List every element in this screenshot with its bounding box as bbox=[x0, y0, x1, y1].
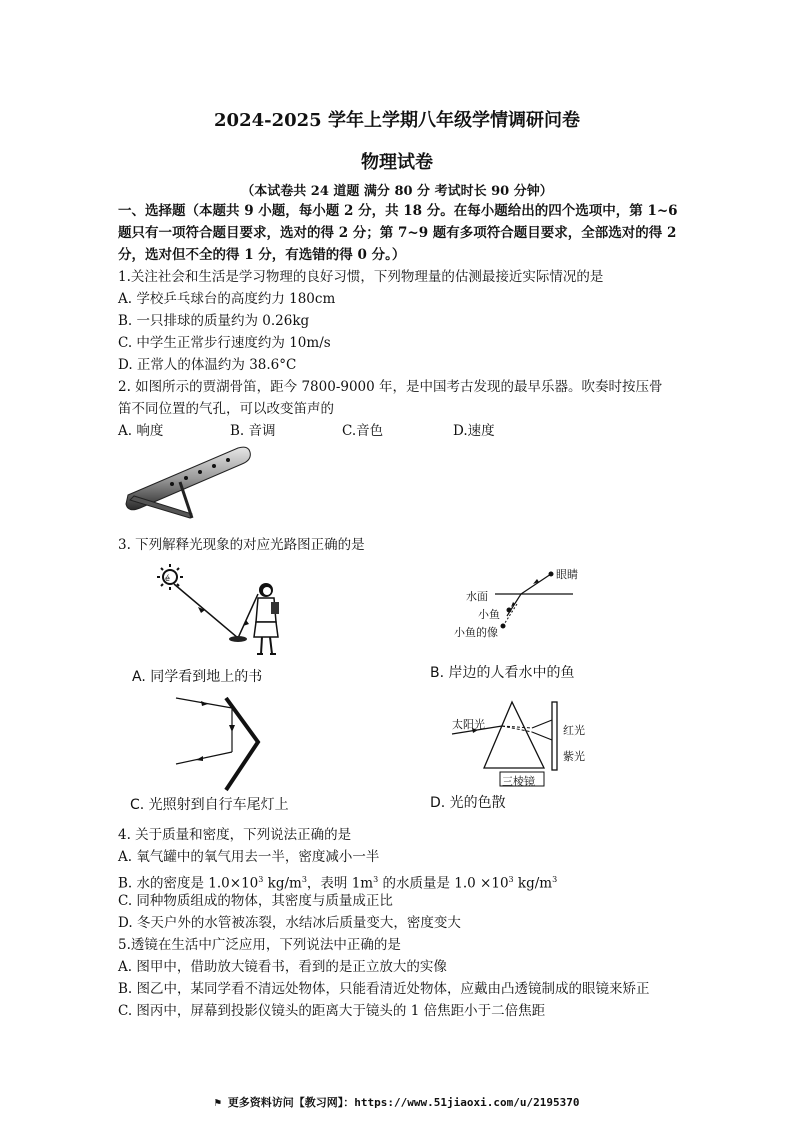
q2-stem-line1: 2. 如图所示的贾湖骨笛，距今 7800-9000 年，是中国考古发现的最早乐器。吹奏时按压骨 bbox=[118, 379, 663, 395]
label-violet-light: 紫光 bbox=[563, 750, 585, 763]
q2-stem-line2: 笛不同位置的气孔，可以改变笛声的 bbox=[118, 401, 334, 417]
q1-stem: 1.关注社会和生活是学习物理的良好习惯，下列物理量的估测最接近实际情况的是 bbox=[118, 269, 604, 285]
svg-text:é: é bbox=[165, 574, 170, 583]
q4-option-a: A. 氧气罐中的氧气用去一半，密度减小一半 bbox=[118, 849, 380, 865]
label-fish: 小鱼 bbox=[478, 608, 500, 621]
q5-stem: 5.透镜在生活中广泛应用，下列说法中正确的是 bbox=[118, 937, 401, 953]
q4-stem: 4. 关于质量和密度，下列说法正确的是 bbox=[118, 827, 352, 843]
q3-stem: 3. 下列解释光现象的对应光路图正确的是 bbox=[118, 537, 365, 553]
q4-b-part: 的水质量是 1.0 ×10 bbox=[378, 875, 509, 892]
flag-icon: ⚑ bbox=[214, 1096, 228, 1109]
footer-link[interactable] bbox=[0, 1094, 794, 1110]
q4-b-sup: 3 bbox=[258, 875, 264, 884]
q4-option-b bbox=[118, 870, 557, 894]
q4-option-d: D. 冬天户外的水管被冻裂，水结冰后质量变大，密度变大 bbox=[118, 915, 461, 931]
q1-option-b: B. 一只排球的质量约为 0.26kg bbox=[118, 313, 310, 329]
q4-b-sup: 3 bbox=[301, 875, 307, 884]
bone-flute-figure bbox=[120, 440, 255, 522]
q2-option-c: C.音色 bbox=[342, 423, 384, 439]
q4-b-part: kg/m bbox=[513, 875, 553, 892]
footer-text: 更多资料访问【教习网】：https://www.51jiaoxi.com/u/2195370 bbox=[227, 1096, 580, 1109]
section-heading-line3: 分，选对但不全的得 1 分，有选错的得 0 分。） bbox=[118, 247, 406, 263]
section-heading-line1: 一、选择题（本题共 9 小题，每小题 2 分，共 18 分。在每小题给出的四个选项中，第 1~6 bbox=[118, 203, 678, 219]
q5-option-b: B. 图乙中，某同学看不清远处物体，只能看清近处物体，应戴由凸透镜制成的眼镜来矫正 bbox=[118, 981, 650, 997]
q1-option-a: A. 学校乒乓球台的高度约力 180cm bbox=[118, 291, 336, 307]
section-heading-line2: 题只有一项符合题目要求，选对的得 2 分；第 7~9 题有多项符合题目要求，全部选对的得 2 bbox=[118, 225, 677, 241]
q4-b-sup: 3 bbox=[508, 875, 514, 884]
label-eye: 眼睛 bbox=[556, 568, 578, 581]
label-prism: 三棱镜 bbox=[502, 775, 535, 788]
q4-b-sup: 3 bbox=[552, 875, 558, 884]
q2-option-b: B. 音调 bbox=[230, 423, 276, 439]
label-water-surface: 水面 bbox=[466, 590, 488, 603]
q1-option-d: D. 正常人的体温约为 38.6°C bbox=[118, 357, 297, 373]
q4-b-part: ，表明 1m bbox=[306, 875, 374, 892]
q4-b-part: kg/m bbox=[263, 875, 302, 892]
label-red-light: 红光 bbox=[563, 724, 585, 737]
exam-subtitle: 物理试卷 bbox=[361, 152, 433, 173]
q4-b-sup: 3 bbox=[373, 875, 379, 884]
q5-option-a: A. 图甲中，借助放大镜看书，看到的是正立放大的实像 bbox=[118, 959, 447, 975]
figure-c-reflector bbox=[168, 690, 278, 800]
q4-b-part: B. 水的密度是 1.0×10 bbox=[118, 875, 259, 892]
exam-title: 2024-2025 学年上学期八年级学情调研问卷 bbox=[214, 110, 580, 131]
figure-b-caption: B. 岸边的人看水中的鱼 bbox=[430, 665, 575, 681]
label-fish-image: 小鱼的像 bbox=[454, 626, 498, 639]
q2-option-d: D.速度 bbox=[453, 423, 495, 439]
q2-option-a: A. 响度 bbox=[118, 423, 164, 439]
q5-option-c: C. 图丙中，屏幕到投影仪镜头的距离大于镜头的 1 倍焦距小于二倍焦距 bbox=[118, 1003, 546, 1019]
figure-c-caption: C. 光照射到自行车尾灯上 bbox=[130, 797, 289, 813]
label-sunlight: 太阳光 bbox=[452, 718, 485, 731]
figure-a-student-book bbox=[150, 562, 300, 662]
q1-option-c: C. 中学生正常步行速度约为 10m/s bbox=[118, 335, 331, 351]
figure-d-caption: D. 光的色散 bbox=[430, 795, 506, 811]
exam-note: （本试卷共 24 道题 满分 80 分 考试时长 90 分钟） bbox=[241, 184, 553, 199]
q4-option-c: C. 同种物质组成的物体，其密度与质量成正比 bbox=[118, 893, 393, 909]
figure-a-caption: A. 同学看到地上的书 bbox=[132, 669, 263, 685]
